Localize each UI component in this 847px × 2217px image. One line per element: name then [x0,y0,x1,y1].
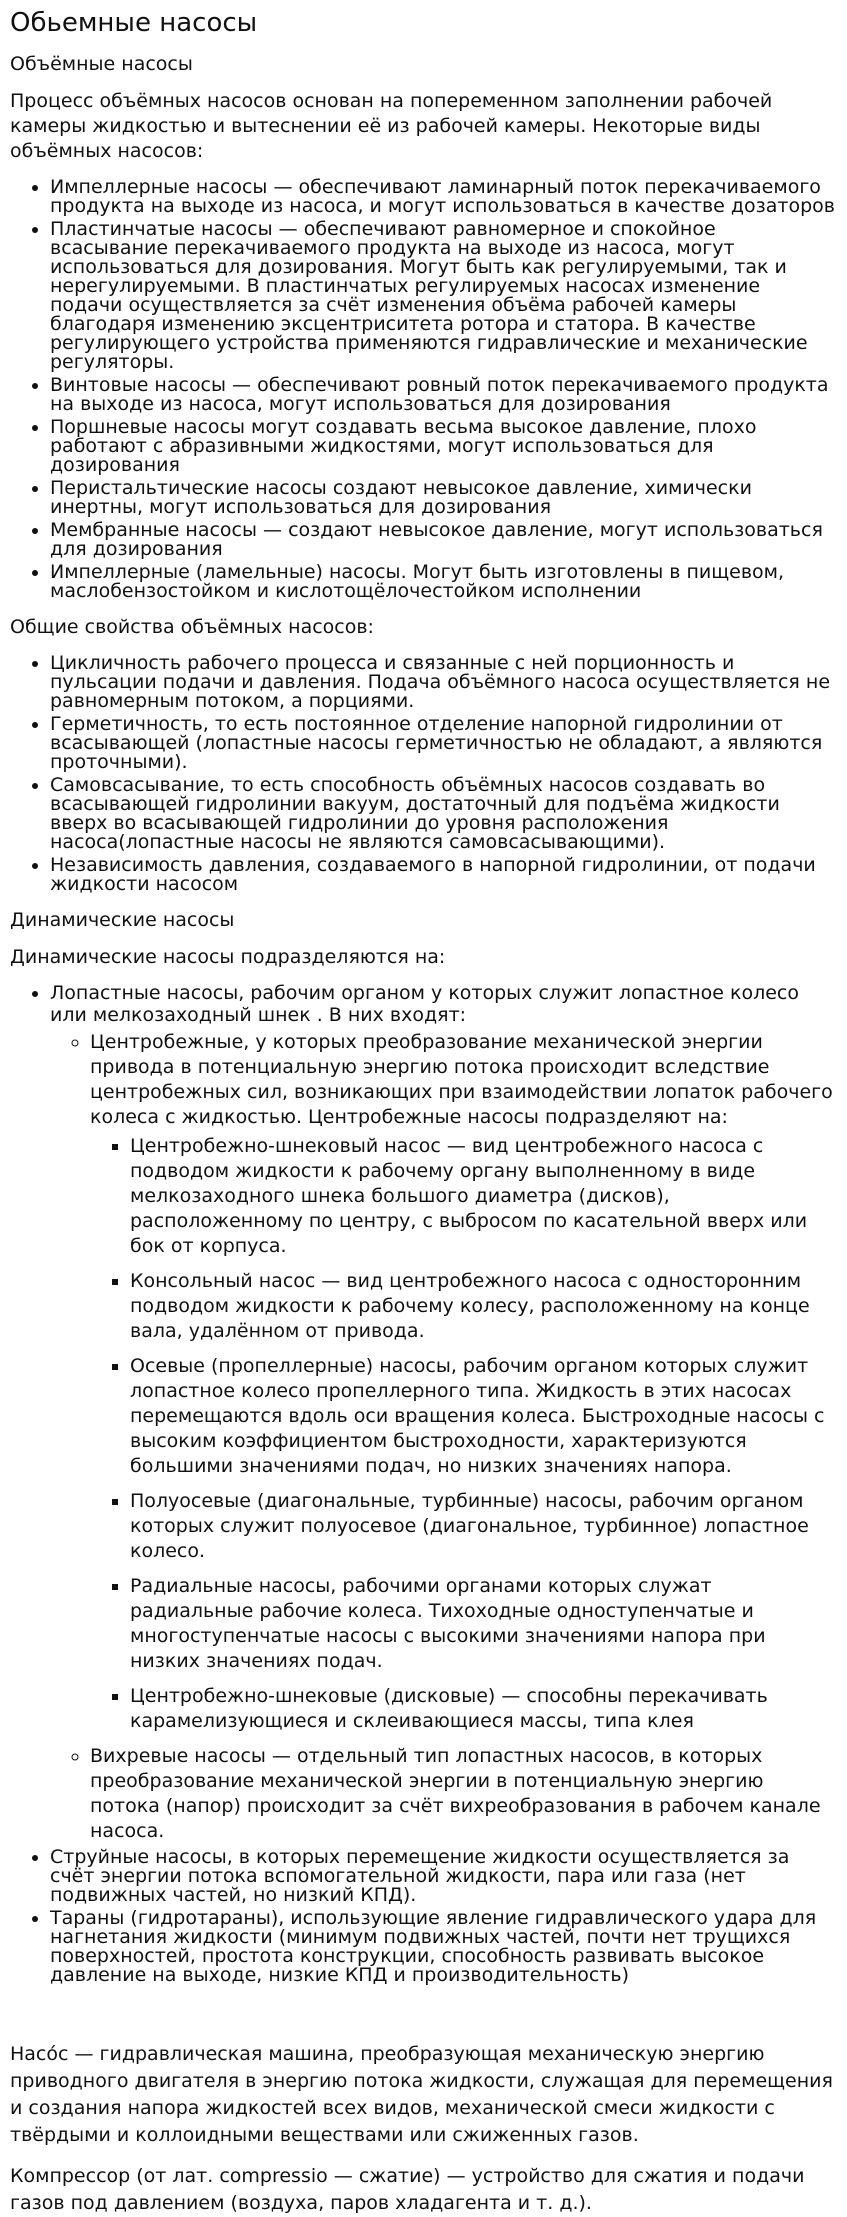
list-item-ram: • Тараны (гидротараны), использующие явление гидравлического удара для нагнетания жидкости (минимум подвижных частей, почти нет трущихся поверхностей, простота конструкции, способность развивать высокое давление на выходе, низкие КПД и производительность) [50,1909,835,1985]
volumetric-heading: Объёмные насосы [10,53,193,75]
centrifugal-subtypes-list [90,1134,835,1734]
list-item: • Самовсасывание, то есть способность объёмных насосов создавать во всасывающей гидролинии вакуум, достаточный для подъёма жидкости вверх во всасывающей гидролинии до уровня расположения насоса(лопастные насосы не являются самовсасывающими). [50,776,835,852]
centrifugal-text: Центробежные, у которых преобразование механической энергии привода в потенциальную энергию потока происходит вследствие центробежных сил, возникающих при взаимодействии лопаток рабочего колеса с жидкостью. Центробежные насосы подразделяют на: [90,1031,833,1128]
list-item: ▪ Осевые (пропеллерные) насосы, рабочим органом которых служит лопастное колесо пропеллерного типа. Жидкость в этих насосах перемещаются вдоль оси вращения колеса. Быстроходные насосы с высоким коэффициентом быстроходности, характеризуются большими значениями подач, но низких значениях напора. [130,1354,835,1479]
list-item: ▪ Полуосевые (диагональные, турбинные) насосы, рабочим органом которых служит полуосевое (диагональное, турбинное) лопастное колесо. [130,1489,835,1564]
pump-definition: Насо́с — гидравлическая машина, преобразующая механическую энергию приводного двигателя в энергию потока жидкости, служащая для перемещения и создания напора жидкостей всех видов, механической смеси жидкости с твёрдыми и коллоидными веществами или сжиженных газов. [10,2043,833,2146]
page-title: Обьемные насосы [10,8,258,38]
list-item: ▪ Центробежно-шнековый насос — вид центробежного насоса с подводом жидкости к рабочему органу выполненному в виде мелкозаходного шнека большого диаметра (дисков), расположенному по центру, с выбросом по касательной вверх или бок от корпуса. [130,1134,835,1259]
list-item-centrifugal [90,1030,835,1734]
list-item: • Поршневые насосы могут создавать весьма высокое давление, плохо работают с абразивными жидкостями, могут использоваться для дозирования [50,418,835,475]
list-item-vane-pumps [50,982,835,1844]
list-item: • Винтовые насосы — обеспечивают ровный поток перекачиваемого продукта на выходе из насоса, могут использоваться для дозирования [50,376,835,414]
list-item: ▪ Консольный насос — вид центробежного насоса с односторонним подводом жидкости к рабочему колесу, расположенному на конце вала, удалённом от привода. [130,1269,835,1344]
dynamic-types-list [10,982,835,1844]
volumetric-types-list [10,178,835,601]
list-item: • Перистальтические насосы создают невысокое давление, химически инертны, могут использоваться для дозирования [50,479,835,517]
list-item-vortex: ◦ Вихревые насосы — отдельный тип лопастных насосов, в которых преобразование механической энергии в потенциальную энергию потока (напор) происходит за счёт вихреобразования в рабочем канале насоса. [90,1744,835,1844]
properties-list [10,654,835,894]
list-item: • Пластинчатые насосы — обеспечивают равномерное и спокойное всасывание перекачиваемого продукта на выходе из насоса, могут использоваться для дозирования. Могут быть как регулируемыми, так и нерегулируемыми. В пластинчатых регулируемых насосах изменение подачи осуществляется за счёт изменения объёма рабочей камеры благодаря изменению эксцентриситета ротора и статора. В качестве регулирующего устройства применяются гидравлические и механические регуляторы. [50,220,835,372]
dynamic-heading: Динамические насосы [10,909,235,931]
list-item-jet: • Струйные насосы, в которых перемещение жидкости осуществляется за счёт энергии потока вспомогательной жидкости, пара или газа (нет подвижных частей, но низкий КПД). [50,1848,835,1905]
spacer [10,1999,835,2041]
list-item: • Герметичность, то есть постоянное отделение напорной гидролинии от всасывающей (лопастные насосы герметичностью не обладают, а являются проточными). [50,715,835,772]
list-item: ▪ Радиальные насосы, рабочими органами которых служат радиальные рабочие колеса. Тихоходные одноступенчатые и многоступенчатые насосы с высокими значениями напора при низких значениях подач. [130,1574,835,1674]
volumetric-intro: Процесс объёмных насосов основан на попеременном заполнении рабочей камеры жидкостью и вытеснении её из рабочей камеры. Некоторые виды объёмных насосов: [10,90,773,162]
list-item: • Мембранные насосы — создают невысокое давление, могут использоваться для дозирования [50,521,835,559]
other-dynamic-list [10,1848,835,1985]
list-item: • Цикличность рабочего процесса и связанные с ней порционность и пульсации подачи и давления. Подача объёмного насоса осуществляется не равномерным потоком, а порциями. [50,654,835,711]
vane-subtypes-list [50,1030,835,1844]
vane-pumps-text: Лопастные насосы, рабочим органом у которых служит лопастное колесо или мелкозаходный шнек . В них входят: [50,982,799,1026]
dynamic-intro: Динамические насосы подразделяются на: [10,946,446,968]
list-item: • Независимость давления, создаваемого в напорной гидролинии, от подачи жидкости насосом [50,856,835,894]
list-item: • Импеллерные (ламельные) насосы. Могут быть изготовлены в пищевом, маслобензостойком и кислотощёлочестойком исполнении [50,563,835,601]
compressor-definition: Компрессор (от лат. compressio — сжатие) — устройство для сжатия и подачи газов под давлением (воздуха, паров хладагента и т. д.). [10,2165,805,2214]
properties-heading: Общие свойства объёмных насосов: [10,616,374,638]
list-item: ▪ Центробежно-шнековые (дисковые) — способны перекачивать карамелизующиеся и склеивающиеся массы, типа клея [130,1684,835,1734]
list-item: • Импеллерные насосы — обеспечивают ламинарный поток перекачиваемого продукта на выходе из насоса, и могут использоваться в качестве дозаторов [50,178,835,216]
